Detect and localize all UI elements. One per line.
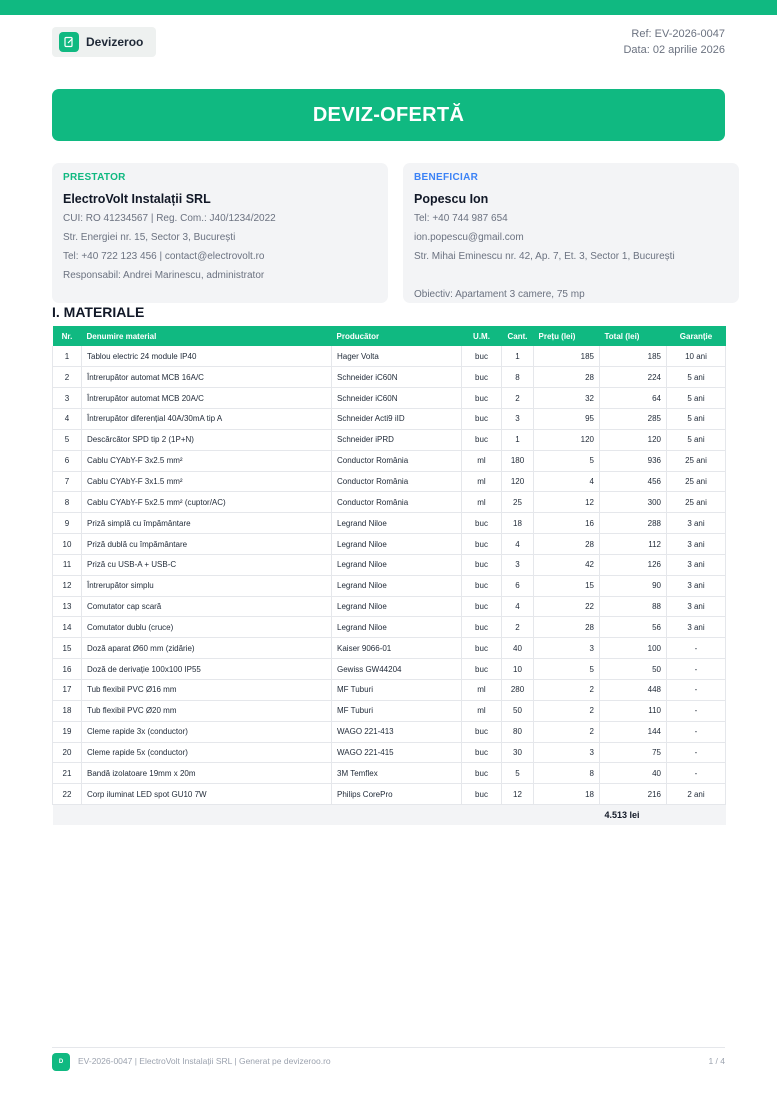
cell-nr: 2 bbox=[53, 367, 82, 388]
header-producer: Producător bbox=[332, 326, 462, 346]
cell-unit: buc bbox=[462, 638, 502, 659]
cell-quantity: 8 bbox=[502, 367, 534, 388]
cell-unit-price: 42 bbox=[534, 554, 600, 575]
provider-label: PRESTATOR bbox=[63, 172, 126, 183]
cell-warranty: - bbox=[667, 659, 726, 680]
cell-unit: buc bbox=[462, 388, 502, 409]
cell-unit-price: 5 bbox=[534, 450, 600, 471]
cell-quantity: 180 bbox=[502, 450, 534, 471]
cell-warranty: 5 ani bbox=[667, 409, 726, 430]
cell-producer: Schneider Acti9 iID bbox=[332, 409, 462, 430]
cell-quantity: 2 bbox=[502, 388, 534, 409]
cell-quantity: 18 bbox=[502, 513, 534, 534]
header-nr: Nr. bbox=[53, 326, 82, 346]
table-row bbox=[53, 763, 726, 784]
table-row bbox=[53, 471, 726, 492]
cell-unit-price: 3 bbox=[534, 742, 600, 763]
provider-responsible: Responsabil: Andrei Marinescu, administrator bbox=[63, 270, 265, 281]
cell-material: Întrerupător simplu bbox=[82, 575, 332, 596]
cell-unit: buc bbox=[462, 721, 502, 742]
cell-material: Priză dublă cu împământare bbox=[82, 534, 332, 555]
cell-unit-price: 4 bbox=[534, 471, 600, 492]
cell-unit-price: 2 bbox=[534, 700, 600, 721]
cell-unit: ml bbox=[462, 471, 502, 492]
cell-quantity: 5 bbox=[502, 763, 534, 784]
cell-warranty: - bbox=[667, 742, 726, 763]
total-row bbox=[53, 805, 726, 825]
cell-total: 288 bbox=[600, 513, 667, 534]
cell-material: Corp iluminat LED spot GU10 7W bbox=[82, 784, 332, 805]
cell-unit-price: 18 bbox=[534, 784, 600, 805]
cell-total: 216 bbox=[600, 784, 667, 805]
cell-total: 56 bbox=[600, 617, 667, 638]
cell-nr: 9 bbox=[53, 513, 82, 534]
cell-total: 88 bbox=[600, 596, 667, 617]
cell-producer: Philips CorePro bbox=[332, 784, 462, 805]
cell-unit-price: 32 bbox=[534, 388, 600, 409]
cell-material: Doză de derivație 100x100 IP55 bbox=[82, 659, 332, 680]
cell-material: Cleme rapide 3x (conductor) bbox=[82, 721, 332, 742]
cell-unit: buc bbox=[462, 429, 502, 450]
cell-warranty: - bbox=[667, 721, 726, 742]
cell-quantity: 30 bbox=[502, 742, 534, 763]
table-row bbox=[53, 513, 726, 534]
cell-unit: buc bbox=[462, 617, 502, 638]
cell-unit: buc bbox=[462, 409, 502, 430]
provider-name: ElectroVolt Instalații SRL bbox=[63, 192, 211, 206]
table-row bbox=[53, 554, 726, 575]
cell-unit: buc bbox=[462, 346, 502, 367]
cell-total: 936 bbox=[600, 450, 667, 471]
reference-number: Ref: EV-2026-0047 bbox=[631, 28, 725, 40]
cell-unit-price: 3 bbox=[534, 638, 600, 659]
cell-material: Cablu CYAbY-F 3x1.5 mm² bbox=[82, 471, 332, 492]
table-row bbox=[53, 680, 726, 701]
beneficiary-email: ion.popescu@gmail.com bbox=[414, 232, 524, 243]
cell-unit-price: 8 bbox=[534, 763, 600, 784]
cell-material: Bandă izolatoare 19mm x 20m bbox=[82, 763, 332, 784]
materials-table bbox=[52, 326, 726, 825]
cell-quantity: 1 bbox=[502, 346, 534, 367]
cell-material: Comutator dublu (cruce) bbox=[82, 617, 332, 638]
cell-producer: WAGO 221-415 bbox=[332, 742, 462, 763]
provider-ids: CUI: RO 41234567 | Reg. Com.: J40/1234/2022 bbox=[63, 213, 276, 224]
cell-unit: ml bbox=[462, 680, 502, 701]
cell-total: 110 bbox=[600, 700, 667, 721]
cell-warranty: 25 ani bbox=[667, 471, 726, 492]
cell-unit-price: 28 bbox=[534, 534, 600, 555]
cell-unit: buc bbox=[462, 534, 502, 555]
cell-unit-price: 16 bbox=[534, 513, 600, 534]
cell-unit-price: 120 bbox=[534, 429, 600, 450]
beneficiary-label: BENEFICIAR bbox=[414, 172, 479, 183]
footer-logo: D bbox=[52, 1053, 70, 1071]
cell-warranty: 25 ani bbox=[667, 450, 726, 471]
cell-quantity: 80 bbox=[502, 721, 534, 742]
cell-material: Cleme rapide 5x (conductor) bbox=[82, 742, 332, 763]
cell-material: Întrerupător diferențial 40A/30mA tip A bbox=[82, 409, 332, 430]
cell-material: Comutator cap scară bbox=[82, 596, 332, 617]
document-date: Data: 02 aprilie 2026 bbox=[623, 44, 725, 56]
cell-warranty: - bbox=[667, 763, 726, 784]
cell-unit-price: 185 bbox=[534, 346, 600, 367]
cell-unit-price: 5 bbox=[534, 659, 600, 680]
cell-unit: buc bbox=[462, 596, 502, 617]
document-icon bbox=[59, 32, 79, 52]
cell-material: Descărcător SPD tip 2 (1P+N) bbox=[82, 429, 332, 450]
cell-total: 112 bbox=[600, 534, 667, 555]
cell-unit-price: 28 bbox=[534, 367, 600, 388]
table-row bbox=[53, 409, 726, 430]
cell-unit: buc bbox=[462, 784, 502, 805]
cell-quantity: 10 bbox=[502, 659, 534, 680]
cell-producer: Kaiser 9066-01 bbox=[332, 638, 462, 659]
cell-producer: Schneider iPRD bbox=[332, 429, 462, 450]
cell-material: Întrerupător automat MCB 20A/C bbox=[82, 388, 332, 409]
cell-material: Tub flexibil PVC Ø20 mm bbox=[82, 700, 332, 721]
cell-total: 144 bbox=[600, 721, 667, 742]
table-row bbox=[53, 575, 726, 596]
cell-nr: 5 bbox=[53, 429, 82, 450]
cell-nr: 14 bbox=[53, 617, 82, 638]
cell-unit-price: 12 bbox=[534, 492, 600, 513]
cell-total: 456 bbox=[600, 471, 667, 492]
cell-nr: 20 bbox=[53, 742, 82, 763]
cell-producer: Legrand Niloe bbox=[332, 617, 462, 638]
cell-warranty: 5 ani bbox=[667, 367, 726, 388]
cell-warranty: 10 ani bbox=[667, 346, 726, 367]
cell-producer: MF Tuburi bbox=[332, 700, 462, 721]
cell-quantity: 1 bbox=[502, 429, 534, 450]
table-row bbox=[53, 492, 726, 513]
cell-unit: buc bbox=[462, 554, 502, 575]
table-row bbox=[53, 638, 726, 659]
footer-divider bbox=[52, 1047, 725, 1048]
cell-unit: ml bbox=[462, 450, 502, 471]
cell-nr: 7 bbox=[53, 471, 82, 492]
cell-warranty: 25 ani bbox=[667, 492, 726, 513]
cell-quantity: 120 bbox=[502, 471, 534, 492]
cell-unit-price: 22 bbox=[534, 596, 600, 617]
cell-nr: 15 bbox=[53, 638, 82, 659]
header-unit: U.M. bbox=[462, 326, 502, 346]
cell-unit-price: 15 bbox=[534, 575, 600, 596]
cell-unit: buc bbox=[462, 659, 502, 680]
table-row bbox=[53, 534, 726, 555]
cell-nr: 10 bbox=[53, 534, 82, 555]
beneficiary-card bbox=[403, 163, 739, 303]
cell-producer: Conductor România bbox=[332, 471, 462, 492]
cell-nr: 21 bbox=[53, 763, 82, 784]
cell-quantity: 12 bbox=[502, 784, 534, 805]
cell-producer: Legrand Niloe bbox=[332, 554, 462, 575]
cell-nr: 19 bbox=[53, 721, 82, 742]
cell-warranty: - bbox=[667, 638, 726, 659]
cell-producer: Hager Volta bbox=[332, 346, 462, 367]
cell-unit: buc bbox=[462, 763, 502, 784]
cell-total: 120 bbox=[600, 429, 667, 450]
table-row bbox=[53, 721, 726, 742]
page-title: DEVIZ-OFERTĂ bbox=[312, 103, 465, 126]
cell-warranty: 5 ani bbox=[667, 429, 726, 450]
cell-warranty: 5 ani bbox=[667, 388, 726, 409]
cell-total: 448 bbox=[600, 680, 667, 701]
cell-total: 40 bbox=[600, 763, 667, 784]
cell-nr: 3 bbox=[53, 388, 82, 409]
cell-unit: buc bbox=[462, 513, 502, 534]
title-banner bbox=[52, 89, 725, 141]
table-row bbox=[53, 784, 726, 805]
cell-warranty: 3 ani bbox=[667, 534, 726, 555]
cell-warranty: 3 ani bbox=[667, 617, 726, 638]
grand-total: 4.513 lei bbox=[600, 805, 667, 825]
cell-material: Întrerupător automat MCB 16A/C bbox=[82, 367, 332, 388]
cell-total: 185 bbox=[600, 346, 667, 367]
table-row bbox=[53, 429, 726, 450]
cell-nr: 22 bbox=[53, 784, 82, 805]
cell-total: 90 bbox=[600, 575, 667, 596]
cell-producer: Gewiss GW44204 bbox=[332, 659, 462, 680]
cell-warranty: 3 ani bbox=[667, 596, 726, 617]
cell-producer: Legrand Niloe bbox=[332, 534, 462, 555]
cell-unit-price: 2 bbox=[534, 721, 600, 742]
table-row bbox=[53, 700, 726, 721]
footer-text: EV-2026-0047 | ElectroVolt Instalații SRL | Generat pe devizeroo.ro bbox=[78, 1056, 331, 1066]
cell-material: Cablu CYAbY-F 5x2.5 mm² (cuptor/AC) bbox=[82, 492, 332, 513]
header-quantity: Cant. bbox=[502, 326, 534, 346]
cell-material: Tablou electric 24 module IP40 bbox=[82, 346, 332, 367]
cell-total: 285 bbox=[600, 409, 667, 430]
header-total: Total (lei) bbox=[600, 326, 667, 346]
provider-card bbox=[52, 163, 388, 303]
cell-producer: Legrand Niloe bbox=[332, 513, 462, 534]
cell-warranty: 3 ani bbox=[667, 575, 726, 596]
cell-unit-price: 28 bbox=[534, 617, 600, 638]
cell-material: Tub flexibil PVC Ø16 mm bbox=[82, 680, 332, 701]
beneficiary-objective: Obiectiv: Apartament 3 camere, 75 mp bbox=[414, 289, 585, 300]
cell-quantity: 4 bbox=[502, 596, 534, 617]
section-title: I. MATERIALE bbox=[52, 304, 145, 320]
cell-total: 100 bbox=[600, 638, 667, 659]
cell-producer: Conductor România bbox=[332, 450, 462, 471]
cell-quantity: 50 bbox=[502, 700, 534, 721]
table-row bbox=[53, 450, 726, 471]
table-row bbox=[53, 388, 726, 409]
cell-warranty: 3 ani bbox=[667, 554, 726, 575]
cell-unit: ml bbox=[462, 492, 502, 513]
beneficiary-phone: Tel: +40 744 987 654 bbox=[414, 213, 508, 224]
cell-nr: 1 bbox=[53, 346, 82, 367]
beneficiary-name: Popescu Ion bbox=[414, 192, 489, 206]
cell-unit: ml bbox=[462, 700, 502, 721]
top-accent-bar bbox=[0, 0, 777, 15]
table-row bbox=[53, 346, 726, 367]
cell-total: 50 bbox=[600, 659, 667, 680]
table-row bbox=[53, 659, 726, 680]
cell-total: 224 bbox=[600, 367, 667, 388]
cell-nr: 8 bbox=[53, 492, 82, 513]
cell-unit: buc bbox=[462, 742, 502, 763]
cell-nr: 11 bbox=[53, 554, 82, 575]
cell-quantity: 40 bbox=[502, 638, 534, 659]
cell-material: Priză cu USB-A + USB-C bbox=[82, 554, 332, 575]
cell-producer: MF Tuburi bbox=[332, 680, 462, 701]
cell-total: 126 bbox=[600, 554, 667, 575]
cell-nr: 12 bbox=[53, 575, 82, 596]
cell-total: 64 bbox=[600, 388, 667, 409]
cell-producer: Schneider iC60N bbox=[332, 388, 462, 409]
header-material: Denumire material bbox=[82, 326, 332, 346]
cell-nr: 13 bbox=[53, 596, 82, 617]
cell-quantity: 280 bbox=[502, 680, 534, 701]
cell-producer: Legrand Niloe bbox=[332, 596, 462, 617]
provider-address: Str. Energiei nr. 15, Sector 3, București bbox=[63, 232, 236, 243]
brand-logo bbox=[52, 27, 156, 57]
beneficiary-address: Str. Mihai Eminescu nr. 42, Ap. 7, Et. 3, Sector 1, București bbox=[414, 251, 675, 262]
cell-quantity: 4 bbox=[502, 534, 534, 555]
table-row bbox=[53, 596, 726, 617]
cell-nr: 6 bbox=[53, 450, 82, 471]
cell-quantity: 25 bbox=[502, 492, 534, 513]
cell-quantity: 3 bbox=[502, 409, 534, 430]
brand-name: Devizeroo bbox=[86, 35, 144, 49]
cell-producer: Schneider iC60N bbox=[332, 367, 462, 388]
cell-producer: 3M Temflex bbox=[332, 763, 462, 784]
table-header-row bbox=[53, 326, 726, 346]
cell-nr: 4 bbox=[53, 409, 82, 430]
cell-unit: buc bbox=[462, 575, 502, 596]
header-unit-price: Prețu (lei) bbox=[534, 326, 600, 346]
cell-material: Priză simplă cu împământare bbox=[82, 513, 332, 534]
cell-material: Doză aparat Ø60 mm (zidărie) bbox=[82, 638, 332, 659]
table-row bbox=[53, 617, 726, 638]
cell-quantity: 3 bbox=[502, 554, 534, 575]
cell-total: 75 bbox=[600, 742, 667, 763]
cell-quantity: 6 bbox=[502, 575, 534, 596]
cell-nr: 17 bbox=[53, 680, 82, 701]
cell-warranty: - bbox=[667, 700, 726, 721]
cell-quantity: 2 bbox=[502, 617, 534, 638]
cell-total: 300 bbox=[600, 492, 667, 513]
table-row bbox=[53, 742, 726, 763]
document-meta bbox=[623, 26, 725, 58]
cell-producer: WAGO 221-413 bbox=[332, 721, 462, 742]
page-number: 1 / 4 bbox=[708, 1056, 725, 1066]
cell-producer: Conductor România bbox=[332, 492, 462, 513]
table-row bbox=[53, 367, 726, 388]
cell-unit: buc bbox=[462, 367, 502, 388]
cell-nr: 16 bbox=[53, 659, 82, 680]
cell-material: Cablu CYAbY-F 3x2.5 mm² bbox=[82, 450, 332, 471]
cell-warranty: 2 ani bbox=[667, 784, 726, 805]
cell-unit-price: 2 bbox=[534, 680, 600, 701]
cell-warranty: - bbox=[667, 680, 726, 701]
cell-unit-price: 95 bbox=[534, 409, 600, 430]
header-warranty: Garanție bbox=[667, 326, 726, 346]
cell-producer: Legrand Niloe bbox=[332, 575, 462, 596]
cell-nr: 18 bbox=[53, 700, 82, 721]
cell-warranty: 3 ani bbox=[667, 513, 726, 534]
provider-contact: Tel: +40 722 123 456 | contact@electrovolt.ro bbox=[63, 251, 265, 262]
